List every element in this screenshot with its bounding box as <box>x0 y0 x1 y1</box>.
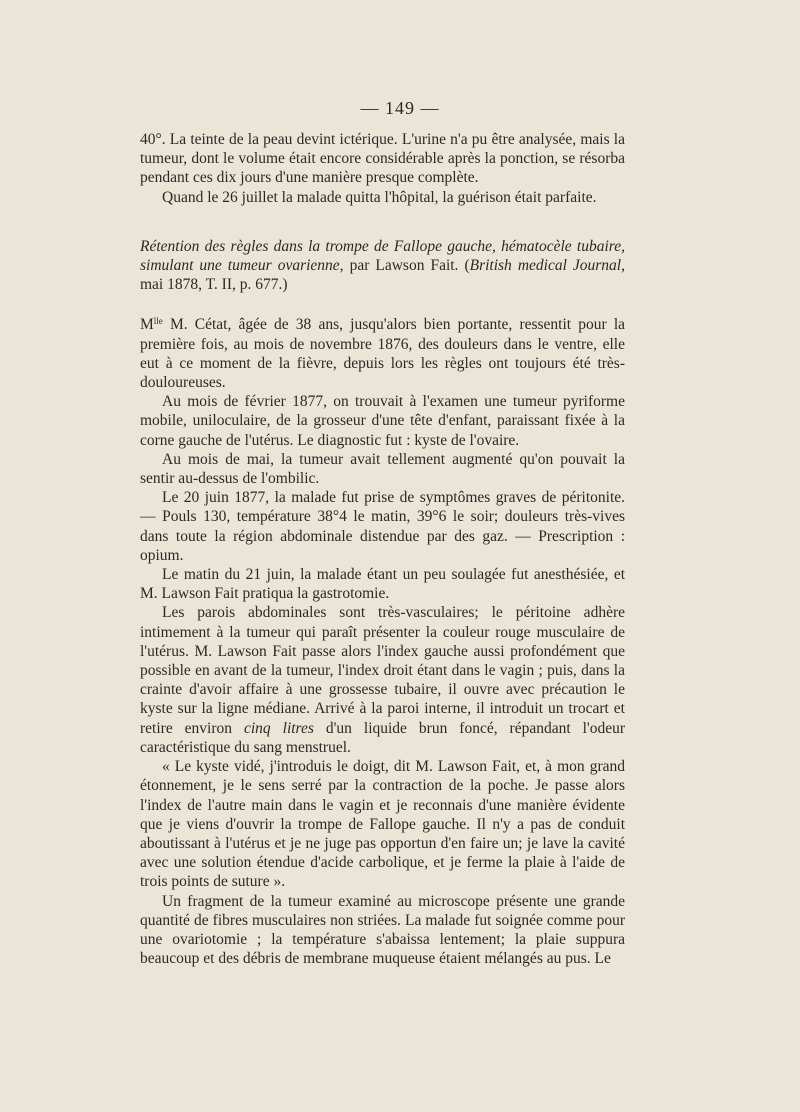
paragraph: Au mois de février 1877, on trouvait à l'examen une tumeur pyriforme mobile, uniloculaire, de la grosseur d'une tête d'enfant, paraissant fixée à la corne gauche de l'utérus. Le diagnostic fut : kyste de l'ovaire. <box>140 393 625 449</box>
text-span: d'un liquide brun foncé, répandant l'odeur caractéristique du sang menstruel. <box>140 719 625 756</box>
text-span: M <box>140 316 154 334</box>
text-span: M. Cétat, âgée de 38 ans, jusqu'alors bien portante, ressentit pour la première fois, au mois de novembre 1876, des douleurs dans le ventre, elle eut à ce moment de la fièvre, depuis lors les règles ont toujours été très-douloureuses. <box>140 316 625 392</box>
text-body <box>140 130 625 968</box>
paragraph <box>140 603 625 757</box>
paragraph: Au mois de mai, la tumeur avait tellement augmenté qu'on pouvait la sentir au-dessus de l'ombilic. <box>140 450 625 488</box>
paragraph: Le 20 juin 1877, la malade fut prise de symptômes graves de péritonite. — Pouls 130, température 38°4 le matin, 39°6 le soir; douleurs très-vives dans toute la région abdominale distendue par des gaz. — Prescription : opium. <box>140 489 625 564</box>
paragraph: Quand le 26 juillet la malade quitta l'hôpital, la guérison était parfaite. <box>162 188 597 206</box>
page-number: — 149 — <box>360 98 440 118</box>
paragraph: « Le kyste vidé, j'introduis le doigt, dit M. Lawson Fait, et, à mon grand étonnement, je le sens serré par la contraction de la poche. Je passe alors l'index de l'autre main dans le vagin et je reconnais d'une manière évidente que je viens d'ouvrir la trompe de Fallope gauche. Il n'y a pas de conduit aboutissant à l'utérus et je ne juge pas opportun d'en faire un; je lave la cavité avec une solution étendue d'acide carbolique, et je ferme la plaie à l'aide de trois points de suture ». <box>140 758 625 891</box>
article-title-italic: Rétention des règles dans la trompe de Fallope gauche, hématocèle tubaire, simulant une tumeur ovarienne, <box>140 237 625 275</box>
text-italic: cinq litres <box>243 719 314 737</box>
text-superscript: lle <box>153 316 163 327</box>
paragraph <box>140 315 625 392</box>
article-title <box>140 237 625 295</box>
paragraph: 40°. La teinte de la peau devint ictérique. L'urine n'a pu être analysée, mais la tumeur, dont le volume était encore considérable après la ponction, se résorba pendant ces dix jours d'une manière presque complète. <box>140 131 625 187</box>
article-title-author: par Lawson Fait. ( <box>343 257 470 275</box>
article-title-ref: , mai 1878, T. II, p. 677.) <box>140 257 625 294</box>
article-title-journal: British medical Journal <box>469 257 622 275</box>
paragraph: Un fragment de la tumeur examiné au microscope présente une grande quantité de fibres musculaires non striées. La malade fut soignée comme pour une ovariotomie ; la température s'abaissa lentement; la plaie suppura beaucoup et des débris de membrane muqueuse étaient mélangés au pus. Le <box>140 892 625 968</box>
paragraph: Le matin du 21 juin, la malade étant un peu soulagée fut anesthésiée, et M. Lawson Fait pratiqua la gastrotomie. <box>140 566 625 603</box>
text-span: Les parois abdominales sont très-vasculaires; le péritoine adhère intimement à la tumeur qui paraît présenter la couleur rouge musculaire de l'utérus. M. Lawson Fait passe alors l'index gauche aussi profondément que possible en avant de la tumeur, l'index droit étant dans le vagin ; puis, dans la crainte d'avoir affaire à une grossesse tubaire, il ouvre avec précaution le kyste sur la ligne médiane. Arrivé à la paroi interne, il introduit un trocart et retire environ <box>140 604 625 737</box>
